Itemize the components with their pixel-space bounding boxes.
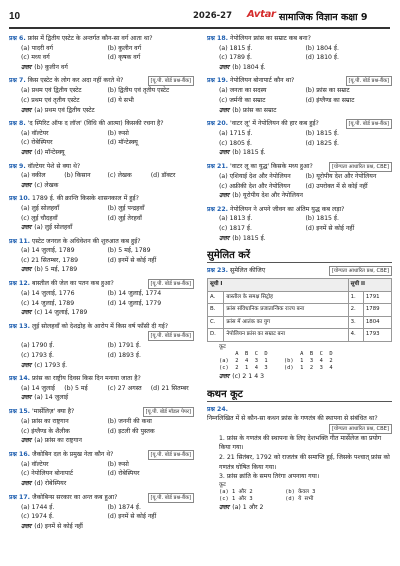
match-cell: A.: [208, 291, 224, 304]
answer-text: (c) 2 1 4 3: [232, 373, 265, 381]
option-c: (c) अफ्रीकी देश और नेपोलियन: [219, 182, 291, 190]
option-d: (d) इनमें से कोई नहीं: [107, 256, 157, 264]
source-tag: [योग्यता आधारित प्रश्न, CBE]: [329, 162, 392, 172]
option-c: (c) 14 जुलाई, 1789: [21, 299, 75, 307]
match-cell: C.: [208, 316, 224, 329]
option-d: (d) इंग्लैण्ड का सम्राट: [305, 96, 355, 104]
option-a: (a) 14 जुलाई, 1776: [21, 290, 75, 298]
option-d: (d) लुई तेरहवाँ: [107, 214, 142, 222]
mcq-question: [9, 450, 194, 489]
mcq-question: [9, 119, 194, 157]
question-number: प्रश्न 23.: [207, 267, 229, 275]
option-b: (b) फ्रांस का सम्राट: [305, 87, 350, 95]
match-cell: 3.: [348, 316, 363, 329]
source-tag: [योग्यता आधारित प्रश्न, CBE]: [329, 266, 392, 276]
page-number: 10: [9, 11, 21, 22]
mcq-question: [207, 205, 392, 243]
question-number: प्रश्न 22.: [207, 205, 229, 213]
answer: उत्तर (c) लेखक: [21, 181, 59, 189]
question-header: [9, 162, 194, 172]
statement-code: कूट (a) 1 और 2 (b) केवल 3 (c) 1 और 3 (d) ये सभी: [219, 481, 316, 502]
brand-logo: Avtar: [247, 9, 276, 20]
question-number: प्रश्न 10.: [9, 195, 31, 203]
option-d: (d) 1825 ई.: [305, 139, 339, 147]
question-header: [207, 205, 392, 215]
question-text: सुमेलित कीजिए: [230, 267, 266, 275]
statement: 1. फ्रांस के गणतंत्र की स्थापना के लिए देशभक्ति गीत मार्सेलेज का प्रयोग किया गया।: [219, 434, 382, 452]
options: [9, 417, 194, 436]
mcq-question: [9, 34, 194, 72]
match-row: [208, 291, 392, 304]
answer-text: (c) 14 जुलाई, 1789: [34, 309, 88, 317]
option-a: (a) वॉल्टेयर: [21, 460, 49, 468]
option-b: (b) 5 मई: [64, 384, 88, 392]
question-header: [9, 279, 194, 289]
match-row: [208, 304, 392, 317]
match-cell: फ्रांस संविधानिक प्रजातान्त्रिक राज्य बना: [224, 304, 348, 317]
question-text: निम्नलिखित में से कौन-सा कथन फ्रांस के गणतंत्र की स्थापना से संबंधित था?: [207, 415, 378, 423]
options: [207, 86, 392, 105]
option-c: (c) मध्य वर्ग: [21, 54, 50, 62]
question-number: प्रश्न 6.: [9, 35, 26, 42]
option-b: (b) 14 जुलाई, 1774: [107, 290, 162, 298]
options: [207, 214, 392, 233]
answer: उत्तर (b) 5 मई, 1789: [21, 266, 78, 274]
header-rule: [9, 27, 390, 29]
answer-text: (d) रोबेस्पियर: [34, 479, 67, 487]
question-header: [207, 119, 392, 129]
source-tag: [योग्यता आधारित प्रश्न, CBE]: [329, 424, 392, 434]
question-header: [9, 237, 194, 247]
answer-text: (a) 1 और 2: [232, 503, 264, 511]
option-c: (c) नेपोलियन बोनापार्ट: [21, 470, 73, 478]
answer-text: (d) इनमें से कोई नहीं: [34, 522, 83, 530]
question-number: प्रश्न 9.: [9, 162, 26, 170]
option-a: (a) 1815 ई.: [219, 44, 253, 52]
answer: उत्तर (b) 1815 ई.: [219, 234, 266, 242]
answer-text: (b) यूरोपीय देश और नेपोलियन: [232, 192, 303, 200]
question-number: प्रश्न 17.: [9, 493, 31, 501]
question-number: प्रश्न 16.: [9, 450, 31, 458]
question-text: जैकोबिन दल के प्रमुख नेता कौन थे?: [32, 450, 114, 458]
option-b: (b) द्वितीय एवं तृतीय एस्टेट: [107, 87, 170, 95]
answer-text: (a) प्रथम एवं द्वितीय एस्टेट: [34, 106, 95, 114]
match-cell: D.: [208, 329, 224, 342]
option-c: (c) इंग्लैण्ड के शैलीक: [21, 427, 70, 435]
match-cell: 1804: [363, 316, 391, 329]
mcq-question: [207, 76, 392, 115]
option-c: (c) लेखक: [107, 172, 132, 180]
question-text: नेपोलियन फ्रांस का सम्राट कब बना?: [230, 35, 311, 42]
option-b: (b) 1815 ई.: [305, 130, 339, 138]
answer: उत्तर (b) यूरोपीय देश और नेपोलियन: [219, 192, 303, 200]
question-text: किस एस्टेट के लोग कर अदा नहीं करते थे?: [27, 77, 124, 85]
option-c: (c) 1805 ई.: [219, 139, 252, 147]
match-cell: B.: [208, 304, 224, 317]
question-text: 1789 ई. की क्रान्ति किसके शासनकाल में हुई?: [32, 195, 139, 203]
option-d: (d) कृषक वर्ग: [107, 54, 141, 62]
answer-text: (b) 5 मई, 1789: [34, 266, 78, 274]
options: [9, 44, 194, 63]
question-number: प्रश्न 14.: [9, 375, 31, 383]
answer: उत्तर (d) रोबेस्पियर: [21, 479, 67, 487]
answer: उत्तर (b) 1815 ई.: [219, 149, 266, 157]
option-d: (d) 14 जुलाई, 1779: [107, 299, 162, 307]
match-cell: 1791: [363, 291, 391, 304]
option-c: (c) 1817 ई.: [219, 224, 252, 232]
answer-text: (b) 1804 ई.: [232, 63, 266, 71]
option-d: (d) ये सभी: [107, 96, 134, 104]
option-a: (a) पादरी वर्ग: [21, 44, 54, 52]
answer: उत्तर (b) कुलीन वर्ग: [21, 63, 68, 71]
question-text: 'वाटर लू' में नेपोलियन की हार कब हुई?: [230, 120, 319, 128]
question-header: [9, 374, 194, 384]
question-text: नेपोलियन ने अपने जीवन का अंतिम युद्ध कब लड़ा?: [230, 205, 345, 213]
question-number: प्रश्न 24.: [207, 405, 229, 413]
source-tag: [यू.पी. बोर्ड प्रश्न-बैंक]: [346, 119, 392, 129]
answer: उत्तर (a) फ्रांस का राष्ट्रगान: [21, 437, 82, 445]
question-header: [207, 162, 392, 172]
match-cell: 4.: [348, 329, 363, 342]
answer: उत्तर (d) मॉन्टेस्क्यू: [21, 148, 65, 156]
options: [207, 129, 392, 148]
options: [9, 341, 194, 360]
statement-question: [207, 405, 392, 513]
option-c: (c) प्रथम एवं तृतीय एस्टेट: [21, 96, 80, 104]
option-c: (c) 1793 ई.: [21, 352, 54, 360]
match-code: कूट A B C D A B C D (a) 2 4 3 1 (b) 1 3 4 2 (c) 2 1 4 3 (d) 1 2 3 4: [219, 344, 333, 372]
match-section-title: सुमेलित करें: [207, 247, 392, 263]
match-row: [208, 316, 392, 329]
source-tag: [यू.पी. बोर्ड प्रश्न-बैंक]: [148, 279, 194, 289]
options: [9, 503, 194, 522]
question-text: जैकोबिन्स सरकार का अन्त कब हुआ?: [32, 493, 118, 501]
answer-text: (a) फ्रांस का राष्ट्रगान: [34, 437, 82, 445]
answer-text: (c) 1793 ई.: [34, 361, 68, 369]
source-tag: [यू.पी. बोर्ड मॉडल पेपर]: [143, 407, 194, 417]
edition-year: 2026-27: [193, 11, 233, 21]
option-b: (b) रूसो: [107, 460, 129, 468]
match-cell: 2.: [348, 304, 363, 317]
mcq-question: [9, 407, 194, 446]
question-number: प्रश्न 21.: [207, 162, 229, 170]
answer: उत्तर (a) 1 और 2: [219, 503, 264, 511]
option-a: (a) एशियाई देश और नेपोलियन: [219, 172, 291, 180]
answer: उत्तर (a) लुई सोलहवाँ: [21, 224, 73, 232]
question-text: फ्रांस में द्वितीय एस्टेट के अन्तर्गत कौन-सा वर्ग आता था?: [27, 35, 153, 42]
right-column: [207, 34, 392, 562]
option-b: (b) 1815 ई.: [305, 215, 339, 223]
answer: उत्तर (b) 1804 ई.: [219, 63, 266, 71]
question-text: 'द स्पिरिट ऑफ द लॉज' (विधि की आत्मा) किसकी रचना है?: [27, 120, 164, 128]
answer-text: (a) 14 जुलाई: [34, 394, 69, 402]
options: [9, 204, 194, 223]
option-b: (b) 1874 ई.: [107, 503, 141, 511]
option-d: (d) मॉन्टेस्क्यू: [107, 139, 138, 147]
source-tag: [यू.पी. बोर्ड प्रश्न-बैंक]: [148, 450, 194, 460]
option-a: (a) लुई सोलहवाँ: [21, 204, 60, 212]
statement: 2. 21 सितंबर, 1792 को राजतंत्र की समाप्ति हुई, जिसके पश्चात् फ्रांस को गणतंत्र घोषित किया गया।: [219, 454, 390, 471]
option-d: (d) इनमें से कोई नहीं: [305, 224, 355, 232]
option-a: (a) 1715 ई.: [219, 130, 253, 138]
answer: उत्तर (d) इनमें से कोई नहीं: [21, 522, 83, 530]
option-a: (a) 1790 ई.: [21, 342, 55, 350]
option-d: (d) डॉक्टर: [150, 172, 176, 180]
match-cell: नेपोलियन फ्रांस का सम्राट बना: [224, 329, 348, 342]
answer-text: (b) 1815 ई.: [232, 149, 266, 157]
mcq-question: [9, 194, 194, 232]
question-number: प्रश्न 19.: [207, 77, 229, 85]
option-a: (a) वकील: [21, 172, 46, 180]
question-header: [207, 76, 392, 86]
option-b: (b) कुलीन वर्ग: [107, 44, 142, 52]
option-d: (d) रोबेस्पियर: [107, 470, 140, 478]
option-c: (c) लुई चौदहवाँ: [21, 214, 58, 222]
option-a: (a) 1744 ई.: [21, 503, 55, 511]
options: [9, 460, 194, 479]
option-a: (a) फ्रांस का राष्ट्रगान: [21, 418, 69, 425]
option-c: (c) जर्मनी का सम्राट: [219, 96, 266, 104]
mcq-question: [9, 322, 194, 370]
source-tag: [यू.पी. बोर्ड प्रश्न-बैंक]: [148, 493, 194, 503]
option-c: (c) 27 अगस्त: [107, 384, 142, 392]
answer-text: (a) लुई सोलहवाँ: [34, 224, 73, 232]
options: [207, 172, 392, 191]
mcq-question: [9, 279, 194, 318]
options: [9, 246, 194, 265]
question-header: [9, 119, 194, 129]
question-text: वॉल्टेयर पेशे से क्या थे?: [27, 162, 81, 170]
question-header: [9, 450, 194, 460]
question-number: प्रश्न 18.: [207, 35, 229, 42]
option-c: (c) रोबेस्पियर: [21, 139, 53, 147]
right-questions: [207, 34, 392, 243]
match-cell: 1793: [363, 329, 391, 342]
question-text: लुई सोलहवाँ को देशद्रोह के आरोप में किस वर्ष फाँसी दी गई?: [32, 322, 169, 330]
question-header: [207, 34, 392, 44]
option-b: (b) यूरोपीय देश और नेपोलियन: [305, 172, 377, 180]
match-cell: 1.: [348, 291, 363, 304]
question-text: फ्रांस का राष्ट्रीय दिवस किस दिन मनाया जाता है?: [32, 375, 141, 383]
question-text: बास्तील की जेल का पतन कब हुआ?: [32, 280, 114, 288]
option-c: (c) 1974 ई.: [21, 513, 54, 521]
option-c: (c) 21 सितम्बर, 1789: [21, 256, 79, 264]
option-b: (b) जननी की कथा: [107, 418, 152, 425]
question-number: प्रश्न 11.: [9, 237, 31, 245]
options: [9, 171, 194, 181]
question-header: [9, 76, 194, 86]
question-number: प्रश्न 13.: [9, 322, 31, 330]
match-cell: 1789: [363, 304, 391, 317]
option-a: (a) 14 जुलाई, 1789: [21, 247, 75, 255]
option-a: (a) 14 जुलाई: [21, 384, 55, 392]
question-header: [9, 322, 194, 342]
list-two-header: सूची II: [348, 279, 391, 292]
answer: उत्तर (c) 14 जुलाई, 1789: [21, 309, 88, 317]
option-c: (c) 1789 ई.: [219, 54, 252, 62]
option-d: (d) इनमें से कोई नहीं: [107, 513, 157, 521]
match-row: [208, 329, 392, 342]
question-text: नेपोलियन बोनापार्ट कौन था?: [230, 77, 295, 85]
statement: 3. फ्रांस क्रांति के समय तिरंगा अपनाया गया।: [219, 473, 320, 481]
statement-section-title: कथन कूट: [207, 386, 392, 402]
source-tag: [यू.पी. बोर्ड प्रश्न-बैंक]: [148, 331, 194, 341]
option-a: (a) 1813 ई.: [219, 215, 253, 223]
answer-text: (b) कुलीन वर्ग: [34, 63, 68, 71]
answer: उत्तर (b) फ्रांस का सम्राट: [219, 106, 277, 114]
question-header: [9, 194, 194, 204]
answer-text: (c) लेखक: [34, 181, 59, 189]
question-number: प्रश्न 7.: [9, 77, 26, 85]
book-title: सामाजिक विज्ञान कक्षा 9: [279, 12, 368, 23]
mcq-question: [9, 493, 194, 532]
mcq-question: [207, 34, 392, 72]
answer-text: (b) फ्रांस का सम्राट: [232, 106, 277, 114]
question-text: 'मार्सेलिज़' क्या है?: [32, 408, 75, 415]
option-d: (d) 1810 ई.: [305, 54, 339, 62]
option-b: (b) किसान: [64, 172, 91, 180]
option-b: (b) 1804 ई.: [305, 44, 339, 52]
source-tag: [यू.पी. बोर्ड प्रश्न-बैंक]: [148, 76, 194, 86]
options: [9, 384, 194, 394]
answer: उत्तर (c) 2 1 4 3: [219, 373, 265, 381]
question-number: प्रश्न 8.: [9, 120, 26, 128]
question-header: [9, 493, 194, 503]
option-a: (a) वॉल्टेयर: [21, 129, 49, 137]
mcq-question: [9, 76, 194, 115]
option-b: (b) 1791 ई.: [107, 342, 141, 350]
mcq-question: [207, 162, 392, 201]
question-text: एस्टेट जनरल के अधिवेशन की शुरुआत कब हुई?: [32, 237, 141, 245]
question-number: प्रश्न 15.: [9, 408, 31, 415]
option-b: (b) लुई पन्द्रहवाँ: [107, 204, 145, 212]
options: [9, 289, 194, 308]
answer: उत्तर (a) प्रथम एवं द्वितीय एस्टेट: [21, 106, 95, 114]
answer-text: (b) 1815 ई.: [232, 234, 266, 242]
question-text: 'वाटर लू का युद्ध' किसके मध्य हुआ?: [230, 162, 313, 170]
list-one-header: सूची I: [208, 279, 349, 292]
options: [207, 44, 392, 63]
option-d: (d) उपरोक्त में से कोई नहीं: [305, 182, 368, 190]
question-number: प्रश्न 12.: [9, 280, 31, 288]
mcq-question: [207, 119, 392, 158]
option-b: (b) 5 मई, 1789: [107, 247, 151, 255]
mcq-question: [9, 237, 194, 275]
option-a: (a) जनता का सदस्य: [219, 87, 267, 95]
options: [9, 129, 194, 148]
mcq-question: [9, 374, 194, 403]
answer: उत्तर (c) 1793 ई.: [21, 361, 68, 369]
question-header: [9, 34, 194, 44]
option-a: (a) प्रथम एवं द्वितीय एस्टेट: [21, 87, 82, 95]
option-d: (d) 21 सितम्बर: [150, 384, 189, 392]
answer: उत्तर (a) 14 जुलाई: [21, 394, 69, 402]
option-d: (d) 1893 ई.: [107, 352, 141, 360]
match-table: [207, 278, 392, 342]
match-cell: बास्तील के समक्ष सिट्रोह: [224, 291, 348, 304]
question-header: [9, 407, 194, 417]
option-b: (b) रूसो: [107, 129, 129, 137]
left-column: [9, 34, 194, 562]
question-number: प्रश्न 20.: [207, 120, 229, 128]
options: [9, 86, 194, 105]
mcq-question: [9, 162, 194, 191]
answer-text: (d) मॉन्टेस्क्यू: [34, 148, 65, 156]
option-d: (d) इटली की पुस्तक: [107, 427, 155, 435]
match-cell: फ्रांस में आतंक का युग: [224, 316, 348, 329]
match-question: [207, 266, 392, 382]
source-tag: [यू.पी. बोर्ड प्रश्न-बैंक]: [346, 76, 392, 86]
